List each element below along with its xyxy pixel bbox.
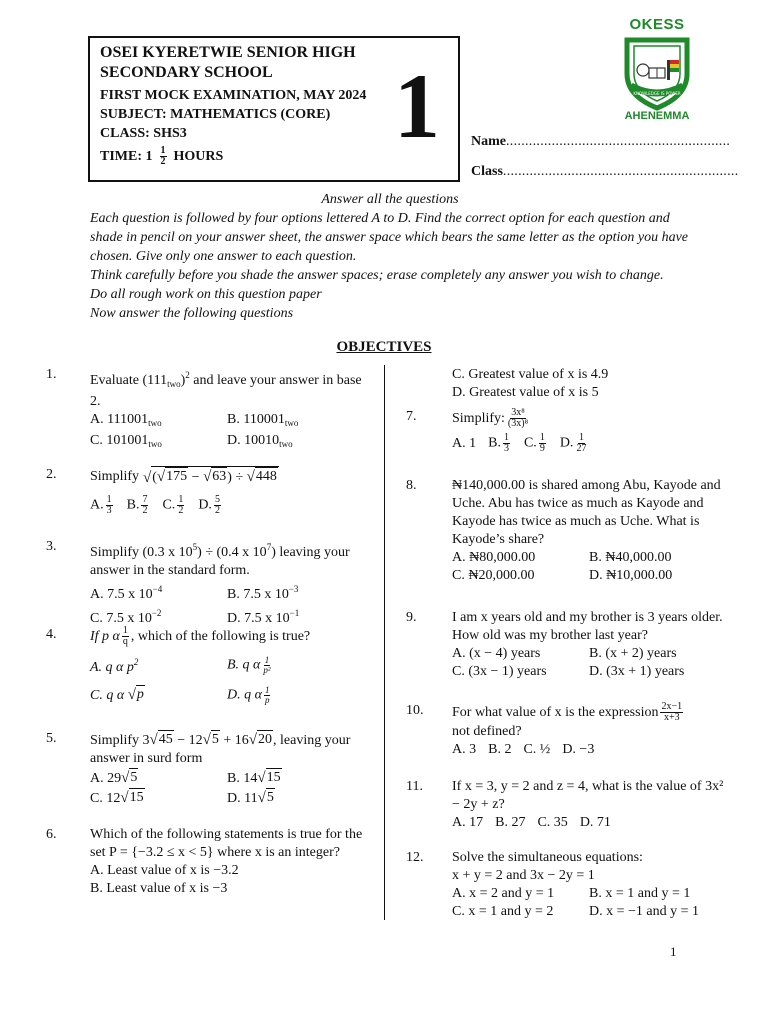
option-a: A. x = 2 and y = 1 — [452, 886, 555, 901]
option-d: D. −3 — [562, 742, 595, 757]
section-title: OBJECTIVES — [336, 339, 432, 355]
option-c: C. $\frac{1}{9}$ — [523, 432, 545, 454]
logo-bottom-text: AHENEMMA — [624, 110, 690, 122]
option-d: D. Greatest value of x is 5 — [452, 385, 599, 400]
option-c: C. x = 1 and y = 2 — [452, 904, 554, 919]
option-b: B. x = 1 and y = 1 — [589, 886, 691, 901]
option-a: A. 3 — [452, 742, 477, 757]
option-c: C. 12 √ 15 — [90, 790, 144, 806]
option-c: C. ₦20,000.00 — [452, 568, 535, 583]
option-d: D. ₦10,000.00 — [589, 568, 673, 583]
school-logo — [612, 16, 702, 126]
option-d: D. x = −1 and y = 1 — [589, 904, 700, 919]
school-name: OSEI KYERETWIE SENIOR HIGH SECONDARY SCHOOL — [100, 44, 356, 81]
option-b: B. 7.5 x $10^{-3}$ — [227, 584, 299, 602]
option-d: D. q α $\frac{1}{p}$ — [227, 684, 270, 705]
option-b: B. 14 √ 15 — [227, 770, 281, 786]
option-b: B. $\frac{7}{2}$ — [126, 494, 148, 516]
page-number: 1 — [670, 944, 677, 959]
crest-icon — [617, 34, 697, 112]
option-c: C. $101001_{two}$ — [90, 433, 162, 449]
option-c: C. 35 — [537, 815, 568, 830]
option-a: A. 1 — [452, 435, 477, 451]
option-d: D. $10010_{two}$ — [227, 433, 293, 449]
option-c: C. q α √ p — [90, 687, 144, 703]
option-a: A. (x − 4) years — [452, 646, 541, 661]
instructions — [90, 190, 690, 323]
column-divider — [384, 365, 385, 920]
option-b: B. ₦40,000.00 — [589, 550, 672, 565]
option-a: A. 7.5 x $10^{-4}$ — [90, 584, 163, 602]
class-line-header: CLASS: SHS3 — [100, 126, 187, 141]
sqrt-expression: √ ( √ 175 − √ 63 ) ÷ √ 448 — [143, 466, 279, 487]
header-box — [88, 36, 460, 182]
option-b: B. 2 — [488, 742, 512, 757]
option-d: D. 71 — [579, 815, 611, 830]
option-b: B. 27 — [495, 815, 526, 830]
option-d: D. $\frac{1}{27}$ — [559, 432, 587, 454]
exam-title: FIRST MOCK EXAMINATION, MAY 2024 — [100, 88, 367, 103]
paper-number: 1 — [394, 55, 440, 157]
instruction-1: Answer all the questions — [321, 192, 459, 207]
instruction-4: Do all rough work on this question paper — [90, 287, 322, 302]
option-a: A. ₦80,000.00 — [452, 550, 536, 565]
option-d: D. 7.5 x $10^{-1}$ — [227, 608, 300, 626]
time-fraction: $\frac{1}{2}$ — [160, 145, 166, 167]
option-a: A. 29 √ 5 — [90, 770, 138, 786]
option-b: B. $110001_{two}$ — [227, 412, 299, 428]
option-a: A. $111001_{two}$ — [90, 412, 162, 428]
option-a: A. $\frac{1}{3}$ — [90, 494, 112, 516]
option-a: A. Least value of x is −3.2 — [90, 863, 239, 878]
option-b: B. Least value of x is −3 — [90, 881, 228, 896]
option-c: C. Greatest value of x is 4.9 — [452, 367, 609, 382]
svg-text:KNOWLEDGE IS POWER: KNOWLEDGE IS POWER — [633, 91, 681, 96]
option-d: D. $\frac{5}{2}$ — [198, 494, 220, 516]
option-c: C. $\frac{1}{2}$ — [162, 494, 184, 516]
subject-line: SUBJECT: MATHEMATICS (CORE) — [100, 107, 331, 122]
name-field[interactable]: Name........................................................... — [471, 134, 731, 149]
instruction-2: Each question is followed by four options lettered A to D. Find the correct option for each question and shade in pencil on your answer sheet, the answer space which bears the same letter as the option you have chosen. Give only one answer to each question. — [90, 211, 689, 264]
option-a: A. q α $p^2$ — [90, 657, 139, 675]
option-c: C. (3x − 1) years — [452, 664, 547, 679]
option-c: C. 7.5 x $10^{-2}$ — [90, 608, 162, 626]
instruction-3: Think carefully before you shade the answer spaces; erase completely any answer you wish to change. — [90, 268, 664, 283]
instruction-5: Now answer the following questions — [90, 306, 294, 321]
logo-top-text: OKESS — [629, 16, 685, 33]
option-d: D. (3x + 1) years — [589, 664, 685, 679]
option-a: A. 17 — [452, 815, 484, 830]
option-b: B. $\frac{1}{3}$ — [488, 432, 509, 454]
option-c: C. ½ — [523, 742, 551, 757]
option-d: D. 11 √ 5 — [227, 790, 274, 806]
time-suffix: HOURS — [173, 148, 224, 164]
option-b: B. (x + 2) years — [589, 646, 677, 661]
class-field[interactable]: Class.............................................................. — [471, 164, 739, 179]
time-prefix: TIME: 1 — [100, 148, 153, 164]
option-b: B. q α $\frac{1}{\text{p²}}$ — [227, 654, 271, 675]
